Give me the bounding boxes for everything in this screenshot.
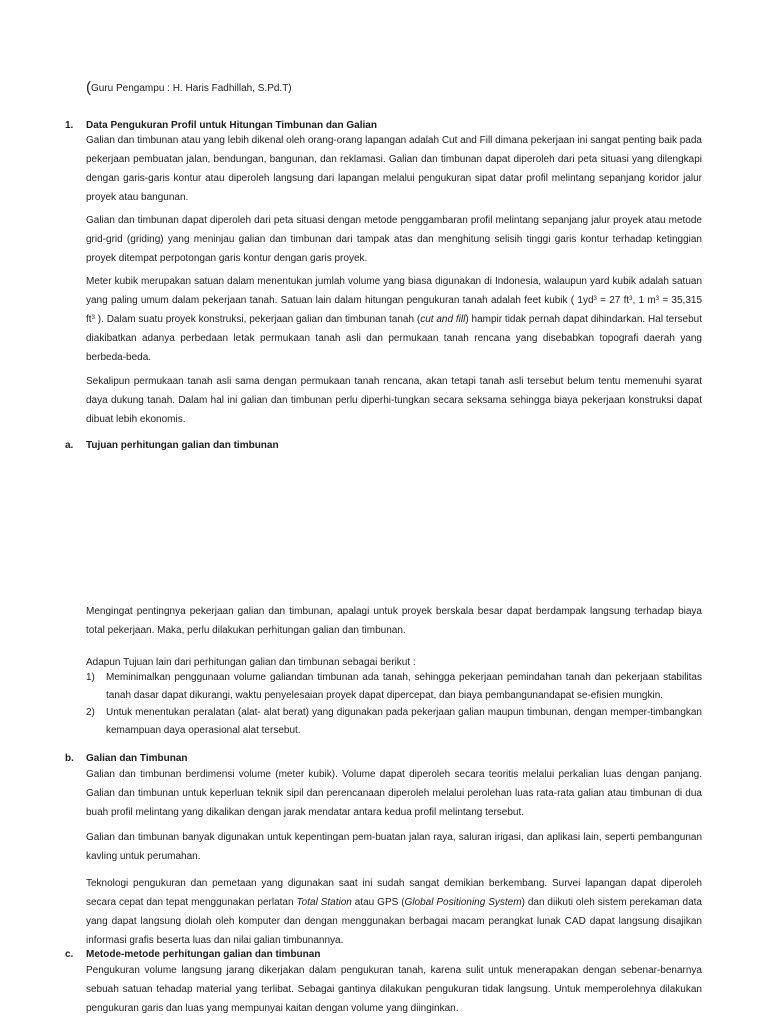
section-a-title: Tujuan perhitungan galian dan timbunan xyxy=(86,440,279,451)
list-item-text: Untuk menentukan peralatan (alat- alat berat) yang digunakan pada pekerjaan galian maupun timbunan, dengan memper-timbangkan kemampuan daya operasional alat tersebut. xyxy=(106,707,702,736)
list-item-number: 1) xyxy=(86,672,95,683)
b-p3-italic-gps: Global Positioning System xyxy=(404,897,522,908)
p3-italic: cut and fill xyxy=(420,314,466,325)
section-1-paragraph-3 xyxy=(86,272,702,367)
section-1-title: Data Pengukuran Profil untuk Hitungan Timbunan dan Galian xyxy=(86,120,377,131)
b-p3-text-b: atau GPS ( xyxy=(351,897,405,908)
b-p3-text-c: ) dan diikuti oleh sistem perekaman data yang dapat langsung diolah oleh komputer dan dengan menggunakan berbagai macam perangkat lunak CAD dapat langsung disajikan informasi grafis beserta luas dan nilai galian timbunannya. xyxy=(86,897,702,946)
section-1-paragraph-2: Galian dan timbunan dapat diperoleh dari peta situasi dengan metode penggambaran profil melintang sepanjang jalur proyek atau metode grid-grid (griding) yang meninjau galian dan timbunan dari tampak atas dan menghitung selisih tinggi garis kontur terhadap ketinggian proyek ditempat perpotongan garis kontur dengan garis proyek. xyxy=(86,215,702,264)
b-p3-text-a: Teknologi pengukuran dan pemetaan yang digunakan saat ini sudah sangat demikian berkembang. Survei lapangan dapat diperoleh secara cepat dan tepat menggunakan perlatan xyxy=(86,878,702,908)
section-b-paragraph-1: Galian dan timbunan berdimensi volume (meter kubik). Volume dapat diperoleh secara teoritis melalui perkalian luas dengan panjang. Galian dan timbunan untuk keperluan teknik sipil dan perencanaan diperoleh melalui perolehan luas rata-rata galian atau timbunan di dua buah profil melintang yang dikalikan dengan jarak mendatar antara kedua profil melintang tersebut. xyxy=(86,769,702,818)
section-c-title: Metode-metode perhitungan galian dan timbunan xyxy=(86,949,321,960)
open-paren: ( xyxy=(86,79,91,96)
section-1-number: 1. xyxy=(65,120,74,131)
superscript: 3 xyxy=(593,296,597,302)
list-item xyxy=(86,704,702,739)
section-b-number: b. xyxy=(65,753,74,764)
section-a-paragraph-2: Adapun Tujuan lain dari perhitungan galian dan timbunan sebagai berikut : xyxy=(86,657,416,668)
p3-text-e: ). Dalam suatu proyek konstruksi, pekerjaan galian dan timbunan tanah ( xyxy=(94,314,421,325)
section-b-paragraph-2: Galian dan timbunan banyak digunakan untuk kepentingan pem-buatan jalan raya, saluran irigasi, dan aplikasi lain, seperti pembangunan kavling untuk perumahan. xyxy=(86,832,702,862)
list-item xyxy=(86,669,702,704)
p3-text-d: = 35,315 ft xyxy=(86,295,703,325)
section-a-paragraph-1: Mengingat pentingnya pekerjaan galian dan timbunan, apalagi untuk proyek berskala besar dapat berdampak langsung terhadap biaya total pekerjaan. Maka, perlu dilakukan perhitungan galian dan timbunan. xyxy=(86,606,702,636)
superscript: 3 xyxy=(91,315,95,321)
section-c-number: c. xyxy=(65,949,74,960)
p3-text-c: , 1 m xyxy=(632,295,656,306)
superscript: 3 xyxy=(629,296,633,302)
list-item-text: Meminimalkan penggunaan volume galiandan timbunan ada tanah, sehingga pekerjaan pemindahan tanah dan pekerjaan stabilitas tanah dasar dapat dikurangi, waktu penyelesaian proyek dapat dipercepat, dan biaya pembangunandapat se-efisien mungkin. xyxy=(106,672,702,701)
section-1-paragraph-4: Sekalipun permukaan tanah asli sama dengan permukaan tanah rencana, akan tetapi tanah asli tersebut belum tentu memenuhi syarat daya dukung tanah. Dalam hal ini galian dan timbunan perlu diperhi-tungkan secara seksama sehingga biaya pekerjaan konstruksi dapat dibuat lebih ekonomis. xyxy=(86,376,702,425)
p3-text-f: ) hampir tidak pernah dapat dihindarkan. Hal tersebut diakibatkan adanya perbedaan letak permukaan tanah asli dan permukaan tanah rencana yang disebabkan topografi daerah yang berbeda-beda. xyxy=(86,314,703,363)
section-b-paragraph-3 xyxy=(86,874,702,950)
p3-text-a: Meter kubik merupakan satuan dalam menentukan jumlah volume yang biasa digunakan di Indonesia, walaupun yard kubik adalah satuan yang paling umum dalam pekerjaan tanah. Satuan lain dalam hitungan pengukuran tanah adalah feet kubik ( 1yd xyxy=(86,276,702,306)
section-c-paragraph-1: Pengukuran volume langsung jarang dikerjakan dalam pengukuran tanah, karena sulit untuk menerapakan dengan sebenar-benarnya sebuah satuan tehadap material yang terlibat. Sebagai gantinya dilakukan pengukuran tidak langsung. Untuk memperolehnya dilakukan pengukuran garis dan luas yang mempunyai kaitan dengan volume yang diinginkan. xyxy=(86,965,702,1014)
b-p3-italic-total-station: Total Station xyxy=(296,897,352,908)
teacher-line xyxy=(86,79,292,96)
section-1-paragraph-1: Galian dan timbunan atau yang lebih dikenal oleh orang-orang lapangan adalah Cut and Fill dimana pekerjaan ini sangat penting baik pada pekerjaan pembuatan jalan, bendungan, bangunan, dan reklamasi. Galian dan timbunan dapat diperoleh dari peta situasi yang dilengkapi dengan garis-garis kontur atau diperoleh langsung dari lapangan melalui pengukuran sipat datar profil melintang sepanjang koridor jalur proyek atau bangunan. xyxy=(86,135,702,203)
teacher-name: Guru Pengampu : H. Haris Fadhillah, S.Pd.T) xyxy=(91,83,292,94)
section-a-number: a. xyxy=(65,440,74,451)
p3-text-b: = 27 ft xyxy=(596,295,630,306)
list-item-number: 2) xyxy=(86,707,95,718)
section-b-title: Galian dan Timbunan xyxy=(86,753,188,764)
superscript: 3 xyxy=(655,296,660,302)
